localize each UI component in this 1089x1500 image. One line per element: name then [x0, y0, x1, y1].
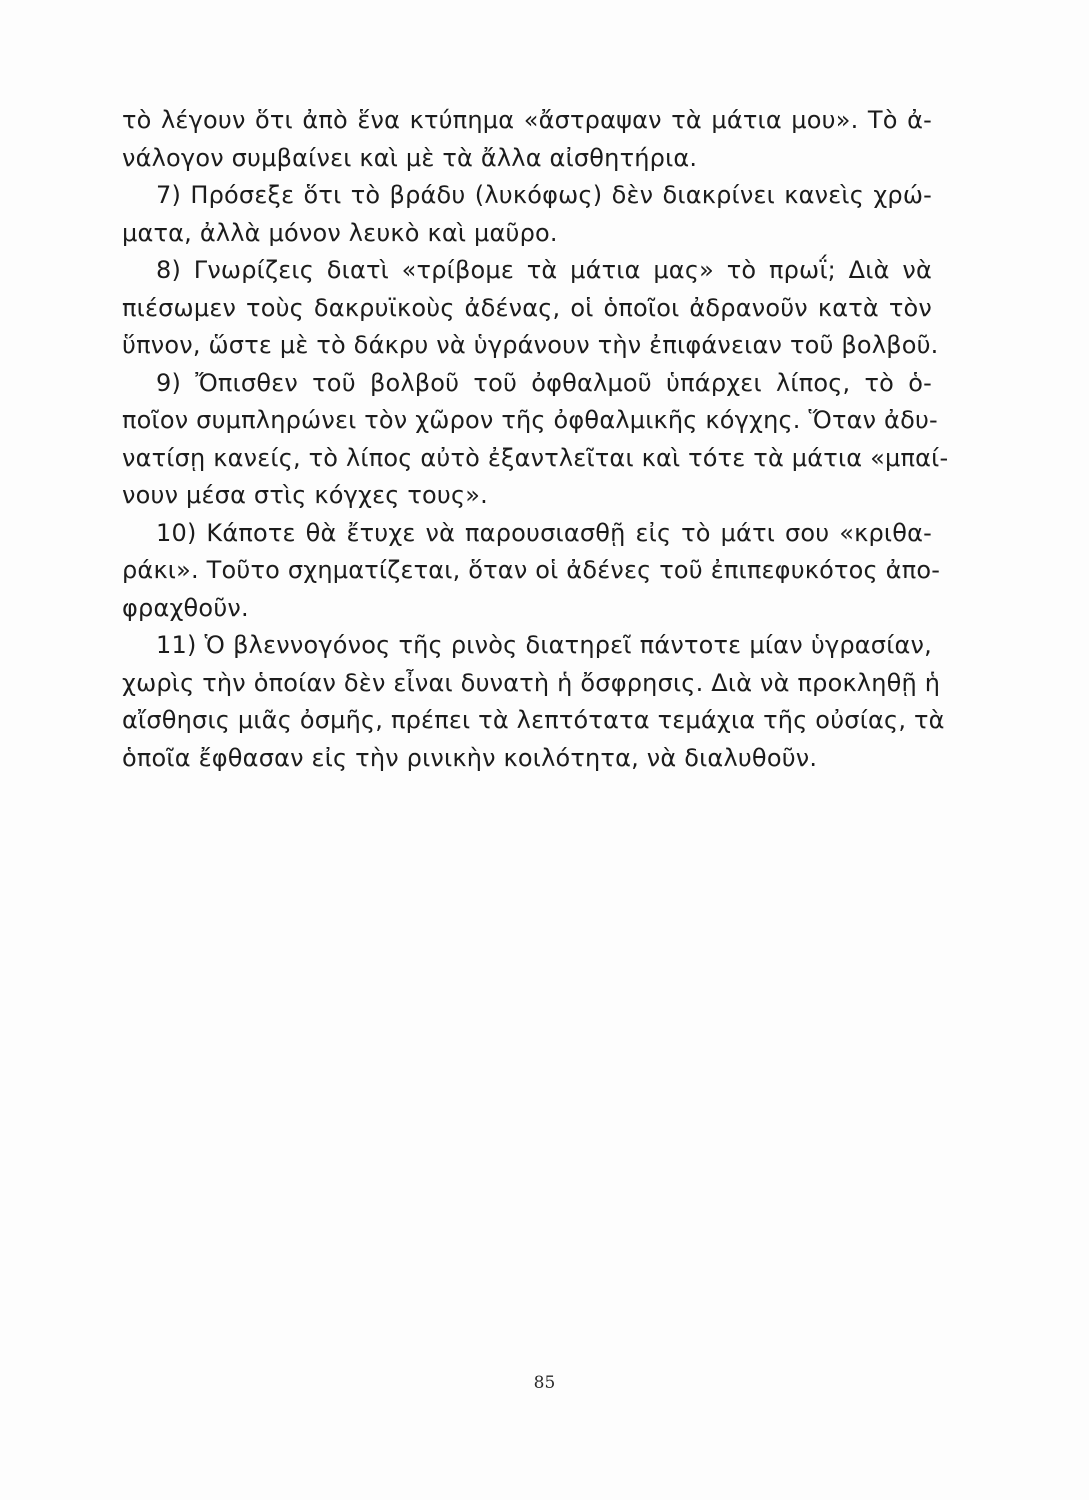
text-line: 8) Γνωρίζεις διατὶ «τρίβομε τὰ μάτια μας» τὸ πρωΐ; Διὰ νὰ: [156, 256, 932, 284]
text-line: νάλογον συμβαίνει καὶ μὲ τὰ ἄλλα αἰσθητήρια.: [122, 143, 698, 172]
body-text: [122, 102, 949, 777]
text-line: πιέσωμεν τοὺς δακρυϊκοὺς ἀδένας, οἱ ὁποῖοι ἀδρανοῦν κατὰ τὸν: [122, 293, 932, 322]
text-line: φραχθοῦν.: [122, 593, 249, 622]
text-line: νουν μέσα στὶς κόγχες τους».: [122, 481, 489, 509]
text-line: ὁποῖα ἔφθασαν εἰς τὴν ρινικὴν κοιλότητα, νὰ διαλυθοῦν.: [122, 743, 818, 772]
text-line: ὕπνον, ὥστε μὲ τὸ δάκρυ νὰ ὑγράνουν τὴν ἐπιφάνειαν τοῦ βολβοῦ.: [122, 331, 939, 359]
text-line: χωρὶς τὴν ὁποίαν δὲν εἶναι δυνατὴ ἡ ὄσφρησις. Διὰ νὰ προκληθῇ ἡ: [122, 668, 941, 697]
text-line: 10) Κάποτε θὰ ἔτυχε νὰ παρουσιασθῇ εἰς τὸ μάτι σου «κριθα-: [156, 518, 932, 547]
text-line: 11) Ὁ βλεννογόνος τῆς ρινὸς διατηρεῖ πάντοτε μίαν ὑγρασίαν,: [156, 631, 932, 659]
text-line: ματα, ἀλλὰ μόνον λευκὸ καὶ μαῦρο.: [122, 218, 558, 247]
text-line: νατίσῃ κανείς, τὸ λίπος αὐτὸ ἐξαντλεῖται καὶ τότε τὰ μάτια «μπαί-: [122, 443, 949, 472]
page-number: 85: [533, 1373, 556, 1393]
text-line: 9) Ὄπισθεν τοῦ βολβοῦ τοῦ ὀφθαλμοῦ ὑπάρχει λίπος, τὸ ὁ-: [156, 368, 932, 397]
text-line: τὸ λέγουν ὅτι ἀπὸ ἕνα κτύπημα «ἄστραψαν τὰ μάτια μου». Τὸ ἀ-: [122, 106, 932, 134]
text-line: ποῖον συμπληρώνει τὸν χῶρον τῆς ὀφθαλμικῆς κόγχης. Ὅταν ἀδυ-: [122, 406, 938, 434]
text-line: ράκι». Τοῦτο σχηματίζεται, ὅταν οἱ ἀδένες τοῦ ἐπιπεφυκότος ἀπο-: [122, 556, 941, 584]
text-line: αἴσθησις μιᾶς ὀσμῆς, πρέπει τὰ λεπτότατα τεμάχια τῆς οὐσίας, τὰ: [122, 706, 945, 734]
text-line: 7) Πρόσεξε ὅτι τὸ βράδυ (λυκόφως) δὲν διακρίνει κανεὶς χρώ-: [156, 181, 932, 209]
